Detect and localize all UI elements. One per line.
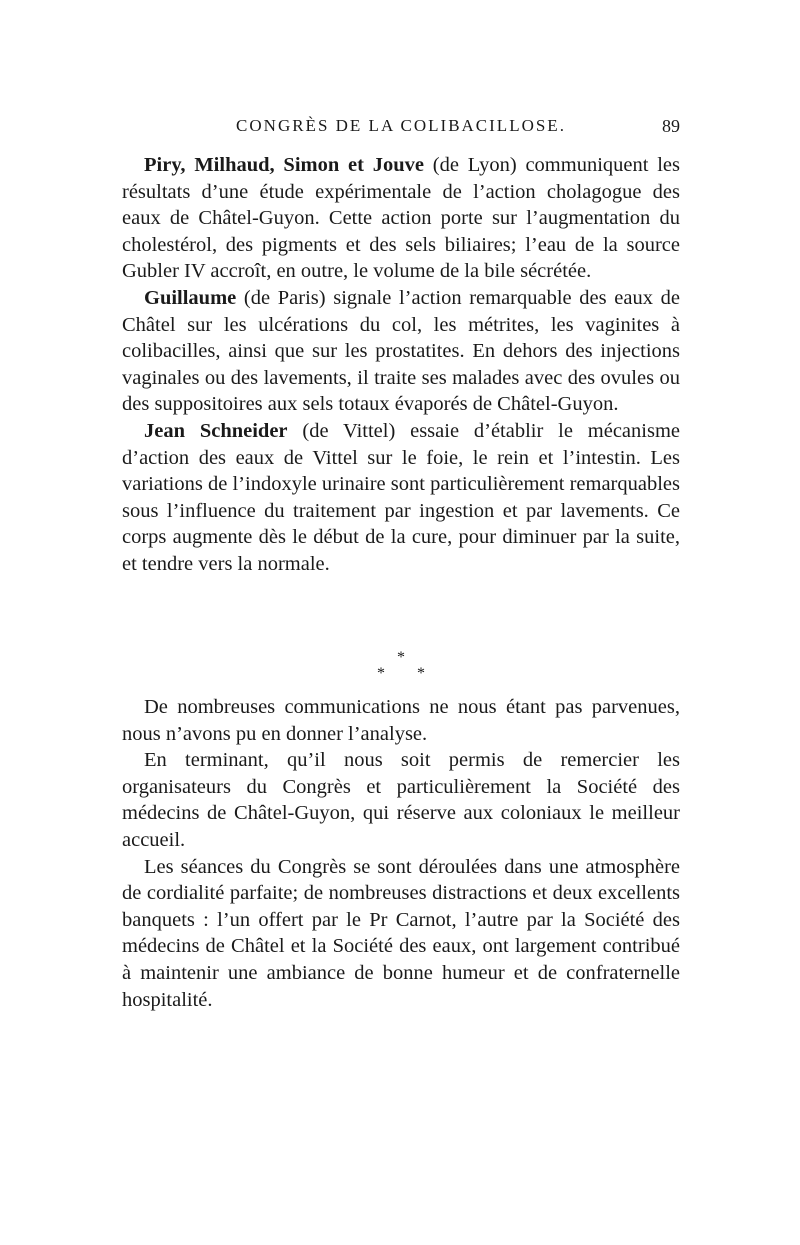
paragraph-seances: Les séances du Congrès se sont déroulées dans une atmosphère de cordialité parfaite; de nombreuses distractions et deux excellents banquets : l’un offert par le Pr Carnot, l’autre par la Société des médecins de Châtel et la Société des eaux, ont largement contribué à maintenir une ambiance de bonne humeur et de confraternelle hospitalité. — [122, 855, 680, 1011]
page-number: 89 — [662, 116, 680, 136]
running-head — [122, 112, 680, 142]
body-section-2 — [122, 694, 680, 1013]
paragraph-text: (de Paris) signale l’action remarquable des eaux de Châtel sur les ulcérations du col, les métrites, les vaginites à colibacilles, ainsi que sur les prostatites. En dehors des injections vaginales ou des lavements, il traite ses malades avec des ovules ou des suppositoires aux sels totaux évaporés de Châtel-Guyon. — [122, 286, 680, 416]
paragraph-lead: Piry, Milhaud, Simon et Jouve — [144, 154, 424, 176]
body-section-1 — [122, 152, 680, 578]
running-title: CONGRÈS DE LA COLIBACILLOSE. — [236, 116, 566, 135]
asterism-top: * — [397, 649, 405, 666]
paragraph-guillaume — [122, 285, 680, 418]
paragraph-lead: Jean Schneider — [144, 419, 288, 442]
asterism-bottom: * * — [377, 665, 439, 682]
paragraph-lead: Guillaume — [144, 286, 237, 309]
paragraph-piry — [122, 152, 680, 285]
paragraph-text: (de Lyon) communiquent les résultats d’une étude expérimentale de l’action cholagogue des eaux de Châtel-Guyon. Cette action porte sur l’augmentation du cholestérol, des pigments et des sels biliaires; l’eau de la source Gubler IV accroît, en outre, le volume de la bile sécrétée. — [122, 154, 680, 283]
paragraph-schneider — [122, 418, 680, 578]
paragraph-text: (de Vittel) essaie d’établir le mécanisme d’action des eaux de Vittel sur le foie, le rein et l’intestin. Les variations de l’indoxyle urinaire sont particulièrement remarquables sous l’influence du traitement par ingestion et par lavements. Ce corps augmente dès le début de la cure, pour diminuer par la suite, et tendre vers la normale. — [122, 419, 680, 575]
asterism-divider — [122, 650, 680, 682]
paragraph-communications: De nombreuses communications ne nous étant pas parvenues, nous n’avons pu en donner l’analyse. — [122, 696, 680, 745]
paragraph-terminant: En terminant, qu’il nous soit permis de remercier les organisateurs du Congrès et particulièrement la Société des médecins de Châtel-Guyon, qui réserve aux coloniaux le meilleur accueil. — [122, 749, 680, 851]
